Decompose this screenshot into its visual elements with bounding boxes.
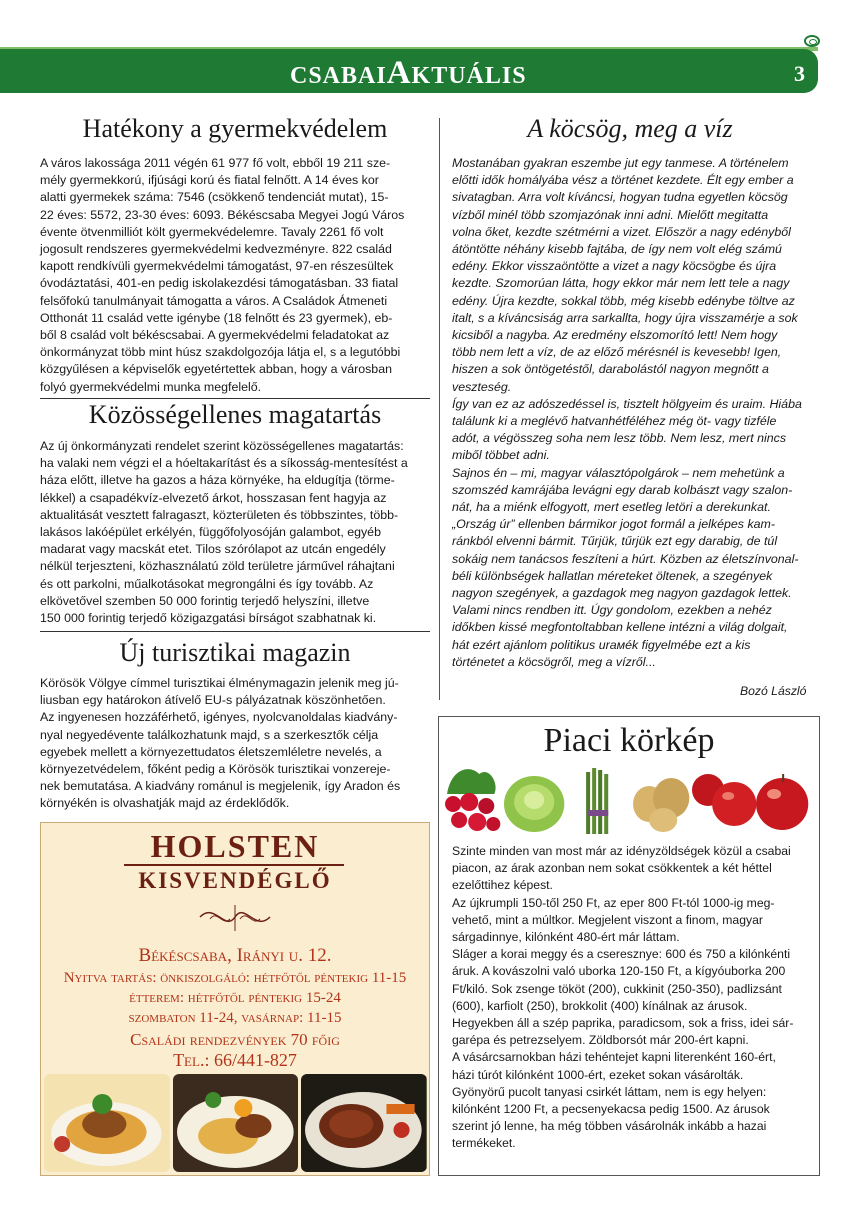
vegetable-photo-strip <box>439 764 819 836</box>
text-line: vízből minél több szomjazónak inni adni. Mielőtt megitatta <box>452 207 769 222</box>
text-line: Valami nincs rendben itt. Úgy gondolom, ezekben a nehéz <box>452 603 772 618</box>
ad-divider <box>124 864 344 866</box>
text-line: adót, a végösszeg soha nem lesz több. Nem lesz, mert nincs <box>452 431 787 446</box>
text-line: közgyűlésen a képviselők egyetértettek abban, hogy a városban <box>40 362 392 377</box>
text-line: ha valaki nem végzi el a hóeltakarítást és a síkosság-mentesítést a <box>40 456 408 471</box>
text-line: nek bemutatása. A kiadvány románul is megjelenik, így Aradon és <box>40 779 401 794</box>
ad-weekend-hours: szombaton 11-24, vasárnap: 11-15 <box>128 1010 342 1026</box>
ad-ornament-icon <box>195 897 275 937</box>
text-line: történetet a köcsögről, meg a vízről... <box>452 654 656 669</box>
text-line: nélkül terjeszteni, közhasználatú zöld területre járművel ráhajtani <box>40 559 395 574</box>
text-line: kapott rendkívüli gyermekvédelmi támogatást, 97-en részesültek <box>40 259 394 274</box>
text-line: Gyönyörű pucolt tanyasi csirkét láttam, nem is egy helyen: <box>452 1084 767 1099</box>
text-line: önkormányzat több mint húsz szakdolgozója látja el, s a legutóbbi <box>40 345 401 360</box>
text-line: kezdte. Szomorúan látta, hogy ekkor már nem lett tele a nagy <box>452 276 790 291</box>
text-line: lékkel) a csapadékvíz-elvezető árkot, hosszasan fent hagyja az <box>40 490 387 505</box>
text-line: hiszen a sok öntögetéstől, darabolástól nagyon megnőtt a <box>452 362 769 377</box>
text-line: edény. Ekkor visszaöntötte a vizet a nagy köcsögbe és újra <box>452 259 777 274</box>
text-line: felsőfokú tanulmányait támogatta a város. A Családok Átmeneti <box>40 293 388 308</box>
ad-address: Békéscsaba, Irányi u. 12. <box>138 945 332 966</box>
text-line: házi túrót kilónként 1000-ért, ezeket sokan vásárolták. <box>452 1067 744 1082</box>
article-body-kocsog <box>452 155 816 671</box>
text-line: Otthonát 11 család vette igénybe (18 felnőtt és 23 gyermek), eb- <box>40 310 393 325</box>
text-line: Az új önkormányzati rendelet szerint közösségellenes magatartás: <box>40 439 404 453</box>
text-line: óvodáztatási, 401-en pedig iskolakezdési támogatásban. 33 fiatal <box>40 276 399 291</box>
text-line: sivatagban. Arra volt kíváncsi, hogyan tudna egyetlen köcsög <box>452 190 788 205</box>
text-line: liusban egy határokon átívelő EU-s pályázatnak köszönhetően. <box>40 693 386 708</box>
magazine-title-part-2: KTUÁLIS <box>411 63 527 89</box>
text-line: miből többet adni. <box>452 448 550 463</box>
lettuce-image <box>502 764 565 836</box>
text-line: nát, ha a miénk elfogyott, mert esetleg letöri a derekunkat. <box>452 500 771 515</box>
text-line: Sláger a korai meggy és a cseresznye: 600 és 750 a kilónkénti <box>452 947 791 962</box>
text-line: Így van ez az adószedéssel is, tisztelt hölgyeim és uraim. Hiába <box>452 396 802 411</box>
text-line: Körösök Völgye címmel turisztikai élménymagazin jelenik meg jú- <box>40 676 399 690</box>
text-line: több nem lett a víz, de az előző mérésnél is kevesebb! Igen, <box>452 345 782 360</box>
magazine-title <box>290 55 527 92</box>
text-line: ből 8 család volt békéscsabai. A gyermekvédelmi feladatokat az <box>40 328 390 343</box>
article-title-kocsog: A köcsög, meg a víz <box>527 114 733 143</box>
text-line: környékén is olvashatják majd az érdeklődők. <box>40 796 290 811</box>
asparagus-image <box>566 764 629 836</box>
text-line: alatti gyermekek száma: 7546 (csökkenő tendenciát mutat), 15- <box>40 190 389 205</box>
text-line: hát ezért ajánlom politikus urамék figyelmébe ezt a kis <box>452 637 751 652</box>
article-author: Bozó László <box>740 684 807 698</box>
article-title-gyermekvedelem: Hatékony a gyermekvédelem <box>82 114 388 143</box>
text-line: nyal negyedévente találkozhatunk majd, s a szerkesztők célja <box>40 727 379 742</box>
text-line: környezetvédelem, főként pedig a Körösök turisztikai vonzereje- <box>40 762 391 777</box>
article-body-gyermekvedelem <box>40 155 428 396</box>
text-line: kicsiből a nagyba. Az eredmény elszomorító lett! Nem hogy <box>452 328 778 343</box>
text-line: Hegyekben áll a szép paprika, paradicsom, sok a friss, idei sár- <box>452 1016 794 1031</box>
text-line: szerint jó lenne, ha még többen vásárolnák inkább a hazai <box>452 1119 767 1134</box>
text-line: garépa és petrezselyem. Zöldborsót már 200-ért kapni. <box>452 1033 749 1048</box>
apple-image <box>692 764 755 836</box>
text-line: sárgadinnye, kilónként 480-ért már láttam. <box>452 930 680 945</box>
ad-food-photos <box>44 1074 427 1172</box>
text-line: edény. Újra kezdte, sokkal több, még kisebb edénybe töltve az <box>452 293 795 308</box>
text-line: mély gyermekkorú, ifjúsági korú és fiatal felnőtt. A 14 éves kor <box>40 173 379 188</box>
text-line: Az ingyenesen hozzáférhető, igényes, nyolcvanoldalas kiadvány- <box>40 710 398 725</box>
text-line: A vásárcsarnokban házi tehéntejet kapni literenként 160-ért, <box>452 1050 776 1065</box>
text-line: háza előtt, illetve ha gazos a háza környéke, ha eldugítja (törme- <box>40 473 395 488</box>
article-body-turisztikai <box>40 675 428 813</box>
text-line: találunk ki a meglévő hatvanhétféléhez még öt- vagy tizféle <box>452 414 777 429</box>
ad-restaurant-hours: étterem: hétfőtől péntekig 15-24 <box>129 990 341 1006</box>
radish-image <box>439 764 502 836</box>
text-line: előtti idők homályába vész a történet kezdete. Élt egy ember a <box>452 173 794 188</box>
text-line: ránkból elvenni bármit. Tűrjük, tűrjük ezt egy darabig, de túl <box>452 534 778 549</box>
text-line: áruk. A kovászolni való uborka 120-150 Ft, a kígyóuborka 200 <box>452 964 786 979</box>
column-divider <box>439 118 440 700</box>
article-body-kozossegellenes <box>40 438 428 627</box>
text-line: Szinte minden van most már az idényzöldségek közül a csabai <box>452 844 791 858</box>
text-line: Mostanában gyakran eszembe jut egy tanmese. A történelem <box>452 156 789 170</box>
text-line: elkövetővel szemben 50 000 forintig terjedő helyszíni, illetve <box>40 593 370 608</box>
text-line: kilónként 1200 Ft, a pecsenyekacsa pedig 1500. Az árusok <box>452 1102 770 1117</box>
page-number: 3 <box>794 61 805 86</box>
text-line: italt, s a kíváncsiság arra sarkallta, hogy újra visszamérje a sok <box>452 310 798 325</box>
text-line: évente ötvenmilliót költ gyermekvédelemre. Tavaly 2261 fő volt <box>40 224 384 239</box>
section-divider <box>40 398 430 399</box>
text-line: (600), karfiolt (250), brokkolit (400) kínálnak az árusok. <box>452 998 748 1013</box>
ad-phone: Tel.: 66/441-827 <box>173 1050 297 1070</box>
article-body-piaci <box>452 843 810 1153</box>
ad-events: Családi rendezvények 70 főig <box>130 1030 340 1049</box>
text-line: vehető, mint a múltkor. Megjelent viszont a finom, magyar <box>452 912 763 927</box>
text-line: folyó gyermekvédelmi munka megfelelő. <box>40 379 262 394</box>
text-line: aktualitását vesztett falragaszt, közterületen és többszintes, több- <box>40 507 399 522</box>
magazine-title-initial: A <box>386 55 412 91</box>
text-line: béli különbségek hallatlan méreteket öltenek, a szegények <box>452 568 773 583</box>
apple-2-image <box>756 764 819 836</box>
text-line: sokáig nem tanácsos feszíteni a húrt. Közben az életszínvonal- <box>452 551 799 566</box>
article-title-kozossegellenes: Közösségellenes magatartás <box>88 400 382 429</box>
text-line: egyebek mellett a környezettudatos életszemléletre nevelés, a <box>40 744 382 759</box>
ad-opening-hours: Nyitva tartás: önkiszolgáló: hétfőtől péntekig 11-15 <box>63 970 407 986</box>
article-title-piaci: Piaci körkép <box>543 722 715 759</box>
magazine-title-part-1: CSABAI <box>290 63 387 89</box>
potato-image <box>629 764 692 836</box>
text-line: 150 000 forintig terjedő közigazgatási bírságot szabhatnak ki. <box>40 611 377 626</box>
ad-restaurant-type: KISVENDÉGLŐ <box>138 868 332 893</box>
text-line: „Ország úr” ellenben bármikor jogot formál a jelképes kam- <box>452 517 775 532</box>
text-line: Ft/kiló. Sok zsenge tököt (200), cukkinit (250-350), padlizsánt <box>452 981 782 996</box>
text-line: piacon, az árak azonban nem sokat csökkentek a két héttel <box>452 861 772 876</box>
text-line: átöntötte néhány kisebb fajtába, de így nem volt elég számú <box>452 242 782 257</box>
food-photo-2 <box>173 1074 299 1172</box>
section-divider <box>40 631 430 632</box>
ad-restaurant-name: HOLSTEN <box>150 828 320 864</box>
text-line: jogosult rendszeres gyermekvédelmi kedvezményre. 822 család <box>40 242 392 257</box>
text-line: nagyon szegények, a gazdagok meg nagyon gazdagok lettek. <box>452 586 792 601</box>
text-line: és ott parkolni, műalkotásokat megrongálni és így tovább. Az <box>40 576 374 591</box>
text-line: 22 éves: 5572, 23-30 éves: 6093. Békéscsaba Megyei Jogú Város <box>40 207 405 222</box>
text-line: szomszéd kamrájába levágni egy darab kolbászt vagy szalon- <box>452 482 793 497</box>
text-line: ezelőttihez képest. <box>452 878 553 893</box>
text-line: Az újkrumpli 150-től 250 Ft, az eper 800 Ft-tól 1000-ig meg- <box>452 895 775 910</box>
food-photo-1 <box>44 1074 170 1172</box>
text-line: Sajnos én – mi, magyar választópolgárok – nem mehetünk a <box>452 465 785 480</box>
food-photo-3 <box>301 1074 427 1172</box>
text-line: A város lakossága 2011 végén 61 977 fő volt, ebből 19 211 sze- <box>40 156 391 170</box>
text-line: lakásos lakóépület erkélyén, függőfolyosóján galambot, egyéb <box>40 525 381 540</box>
article-title-turisztikai: Új turisztikai magazin <box>119 638 351 667</box>
text-line: volna őket, kezdte szétmérni a vizet. Először a nagy edényből <box>452 224 791 239</box>
text-line: veszteség. <box>452 379 512 394</box>
text-line: termékeket. <box>452 1136 516 1151</box>
text-line: időkben kissé megfontoltabban kellene intézni a világ dolgait, <box>452 620 788 635</box>
text-line: madarat vagy macskát etet. Tilos szórólapot az utcán engedély <box>40 542 386 557</box>
corner-swirl-icon <box>804 35 820 47</box>
